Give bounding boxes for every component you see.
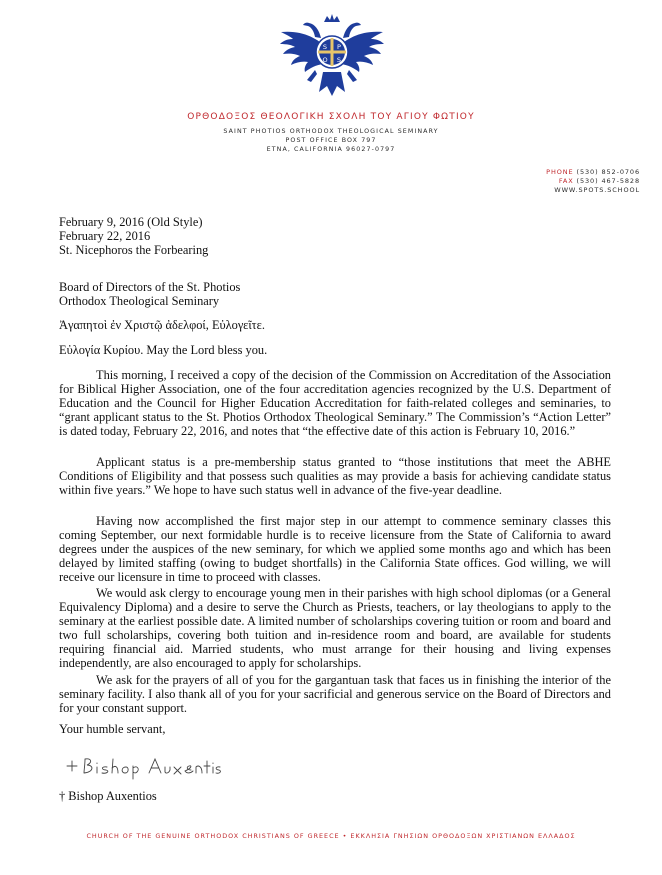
phone-label: PHONE (546, 168, 574, 176)
body-paragraph-1: This morning, I received a copy of the decision of the Commission on Accreditation of the Association for Biblical Higher Association, one of the four accreditation agencies recognized by the U.S. Department of Education and the Council for Higher Education Accreditation for faith-related colleges and seminaries, to “grant applicant status to the St. Photios Orthodox Theological Seminary.” The Commission’s “Action Letter” is dated today, February 22, 2016, and notes that “the effective date of this action is February 10, 2016.” (59, 368, 611, 438)
body-paragraph-4: We would ask clergy to encourage young men in their parishes with high school diplomas (or a General Equivalency Diploma) and a desire to serve the Church as Priests, teachers, or lay theologians to apply to the seminary at the earliest possible date. A limited number of scholarships covering tuition or room and board and two full scholarships, covering both tuition and in-residence room and board, are available for students requiring financial aid. Married students, who must arrange for their housing and living expenses independently, are also encouraged to apply for scholarships. (59, 586, 611, 670)
emblem-letter-s2: S (336, 56, 342, 64)
footer-church-name: CHURCH OF THE GENUINE ORTHODOX CHRISTIANS OF GREECE • ΕΚΚΛΗΣΙΑ ΓΝΗΣΙΩΝ ΟΡΘΟΔΟΞΩΝ ΧΡΙΣΤΙΑΝΩΝ ΕΛΛΑΔΟΣ (86, 832, 576, 840)
fax-label: FAX (558, 177, 574, 185)
feast-day: St. Nicephoros the Forbearing (59, 243, 209, 257)
handwritten-signature (63, 751, 223, 781)
addressee-line-2: Orthodox Theological Seminary (59, 294, 220, 308)
letterhead-po-box: POST OFFICE BOX 797 (285, 137, 377, 144)
fax-number: (530) 467-5828 (576, 177, 640, 185)
body-paragraph-2: Applicant status is a pre-membership status granted to “those institutions that meet the ABHE Conditions of Eligibility and that possess such qualities as may provide a basis for achieving candidate status within five years.” We hope to have such status well in advance of the five-year deadline. (59, 455, 611, 497)
contact-fax-row (546, 177, 640, 186)
date-old-style: February 9, 2016 (Old Style) (59, 215, 203, 229)
blessing-line: Εὐλογία Κυρίου. May the Lord bless you. (59, 343, 268, 357)
contact-phone-row (546, 168, 640, 177)
date-new-style: February 22, 2016 (59, 229, 151, 243)
emblem-letter-p: P (337, 43, 341, 51)
emblem-letter-s: S (322, 43, 328, 51)
letterhead-city: ETNA, CALIFORNIA 96027-0797 (266, 146, 396, 153)
phone-number: (530) 852-0706 (576, 168, 640, 176)
double-headed-eagle-emblem (277, 8, 387, 100)
addressee-line-1: Board of Directors of the St. Photios (59, 280, 241, 294)
letterhead-english-name: SAINT PHOTIOS ORTHODOX THEOLOGICAL SEMINARY (223, 128, 439, 135)
date-block (59, 215, 611, 257)
website-link[interactable]: WWW.SPOTS.SCHOOL (554, 186, 640, 194)
signer-name: † Bishop Auxentios (59, 789, 157, 803)
contact-block (546, 168, 640, 195)
emblem-letter-o: O (322, 56, 328, 64)
closing-line: Your humble servant, (59, 722, 166, 736)
body-paragraph-3: Having now accomplished the first major step in our attempt to commence seminary classes this coming September, our next formidable hurdle is to receive licensure from the State of California to award degrees under the auspices of the new seminary, for which we applied some months ago and which has been delayed by limited staffing (owing to budget shortfalls) in the California State offices. God willing, we will receive our licensure in time to proceed with classes. (59, 514, 611, 584)
body-paragraph-5: We ask for the prayers of all of you for the gargantuan task that faces us in finishing the interior of the seminary facility. I also thank all of you for your sacrificial and generous service on the Board of Directors and for your constant support. (59, 673, 611, 715)
letterhead-greek-name: ΟΡΘΟΔΟΞΟΣ ΘΕΟΛΟΓΙΚΗ ΣΧΟΛΗ ΤΟΥ ΑΓΙΟΥ ΦΩΤΙΟΥ (187, 112, 475, 122)
addressee-block (59, 280, 611, 308)
greek-salutation: Ἀγαπητοὶ ἐν Χριστῷ ἀδελφοί, Εὐλογεῖτε. (59, 318, 265, 332)
